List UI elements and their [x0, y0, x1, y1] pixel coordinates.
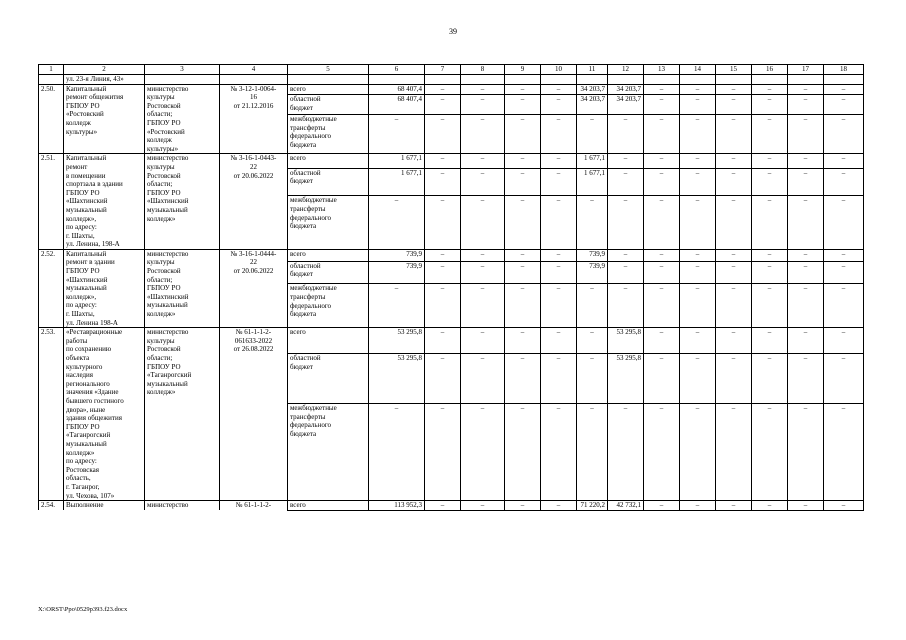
row-number: 2.54.	[39, 501, 64, 511]
value-cell: –	[425, 154, 461, 169]
value-cell: –	[716, 84, 752, 95]
value-cell: –	[752, 261, 788, 284]
table-row	[39, 328, 864, 354]
value-cell: –	[425, 501, 461, 511]
value-cell: –	[577, 404, 608, 501]
document-number: № 3-16-1-0444- 22 от 20.06.2022	[220, 249, 288, 327]
value-cell: –	[716, 404, 752, 501]
value-cell: –	[680, 404, 716, 501]
value-cell: –	[788, 261, 824, 284]
value-cell: –	[644, 168, 680, 196]
document-number: № 61-1-1-2-	[220, 501, 288, 511]
column-number-12: 12	[608, 65, 644, 75]
source-federal: межбюджетные трансферты федерального бюджета	[288, 404, 369, 501]
value-cell: –	[788, 196, 824, 250]
value-cell: –	[541, 115, 577, 154]
value-cell: –	[644, 196, 680, 250]
column-number-4: 4	[220, 65, 288, 75]
value-cell: –	[541, 501, 577, 511]
value-cell: –	[461, 154, 505, 169]
object-name: Капитальный ремонт общежития ГБПОУ РО «Ростовский колледж культуры»	[64, 84, 145, 154]
object-name: «Реставрационные работы по сохранению объекта культурного наследия регионального значения «Здание бывшего гостиного двора», ныне здания общежития ГБПОУ РО «Таганрогский музыкальный колледж» по адресу: Ростовская область, г. Таганрог, ул. Чехова, 107»	[64, 328, 145, 501]
source-total: всего	[288, 84, 369, 95]
value-cell: –	[788, 154, 824, 169]
continued-num-cell	[39, 75, 64, 85]
value-cell: –	[541, 354, 577, 404]
recipient-cell: министерство культуры Ростовской области; ГБПОУ РО «Шахтинский музыкальный колледж»	[145, 249, 220, 327]
value-cell: –	[461, 404, 505, 501]
value-cell: –	[461, 168, 505, 196]
value-cell: –	[716, 115, 752, 154]
value-cell: –	[824, 115, 864, 154]
source-total: всего	[288, 154, 369, 169]
value-cell: 68 407,4	[369, 84, 425, 95]
value-cell: –	[680, 249, 716, 261]
recipient-cell: министерство культуры Ростовской области; ГБПОУ РО «Таганрогский музыкальный колледж»	[145, 328, 220, 501]
row-number: 2.53.	[39, 328, 64, 501]
source-federal: межбюджетные трансферты федерального бюджета	[288, 196, 369, 250]
table-row	[39, 249, 864, 261]
value-cell: 34 203,7	[577, 84, 608, 95]
value-cell: –	[505, 84, 541, 95]
value-cell: –	[788, 249, 824, 261]
value-cell: 739,9	[577, 261, 608, 284]
value-cell: –	[788, 115, 824, 154]
value-cell: –	[824, 84, 864, 95]
value-cell: 1 677,1	[577, 168, 608, 196]
value-cell: –	[577, 328, 608, 354]
value-cell: 739,9	[369, 261, 425, 284]
file-path-footer: X:\ORST\Ppo\0529p393.f23.docx	[38, 606, 128, 613]
value-cell: –	[788, 84, 824, 95]
value-cell: –	[788, 354, 824, 404]
value-cell: –	[425, 168, 461, 196]
value-cell: –	[752, 196, 788, 250]
value-cell: –	[425, 196, 461, 250]
value-cell: –	[752, 115, 788, 154]
value-cell: –	[505, 249, 541, 261]
value-cell: –	[461, 115, 505, 154]
value-cell: –	[505, 115, 541, 154]
column-number-1: 1	[39, 65, 64, 75]
column-number-8: 8	[461, 65, 505, 75]
value-cell: –	[716, 501, 752, 511]
budget-table	[38, 64, 864, 511]
value-cell: –	[716, 168, 752, 196]
value-cell: –	[608, 284, 644, 328]
value-cell: –	[577, 115, 608, 154]
value-cell: –	[541, 168, 577, 196]
value-cell: –	[541, 95, 577, 115]
source-total: всего	[288, 328, 369, 354]
value-cell: –	[752, 404, 788, 501]
value-cell: 42 732,1	[608, 501, 644, 511]
value-cell: 34 203,7	[608, 84, 644, 95]
continued-row	[39, 75, 864, 85]
value-cell: 739,9	[369, 249, 425, 261]
value-cell: –	[716, 154, 752, 169]
value-cell: 34 203,7	[577, 95, 608, 115]
value-cell: –	[644, 404, 680, 501]
value-cell: –	[369, 196, 425, 250]
column-number-3: 3	[145, 65, 220, 75]
value-cell: –	[716, 354, 752, 404]
value-cell: –	[541, 154, 577, 169]
value-cell: –	[425, 261, 461, 284]
value-cell: –	[425, 84, 461, 95]
value-cell: –	[461, 95, 505, 115]
value-cell: 71 220,2	[577, 501, 608, 511]
column-number-5: 5	[288, 65, 369, 75]
column-number-18: 18	[824, 65, 864, 75]
value-cell: –	[680, 168, 716, 196]
value-cell: –	[505, 196, 541, 250]
value-cell: –	[541, 196, 577, 250]
column-number-2: 2	[64, 65, 145, 75]
document-number: № 61-1-1-2- 061633-2022 от 26.08.2022	[220, 328, 288, 501]
column-number-7: 7	[425, 65, 461, 75]
document-number: № 3-12-1-0064- 16 от 21.12.2016	[220, 84, 288, 154]
column-number-10: 10	[541, 65, 577, 75]
value-cell: –	[608, 154, 644, 169]
value-cell: 1 677,1	[577, 154, 608, 169]
value-cell: –	[577, 354, 608, 404]
table-row	[39, 501, 864, 511]
value-cell: 1 677,1	[369, 154, 425, 169]
object-name: Выполнение	[64, 501, 145, 511]
value-cell: –	[716, 328, 752, 354]
value-cell: –	[644, 328, 680, 354]
value-cell: –	[644, 249, 680, 261]
value-cell: –	[461, 354, 505, 404]
value-cell: –	[461, 328, 505, 354]
value-cell: –	[425, 404, 461, 501]
value-cell: –	[541, 249, 577, 261]
value-cell: –	[752, 95, 788, 115]
value-cell: –	[752, 328, 788, 354]
value-cell: –	[644, 261, 680, 284]
value-cell: –	[824, 249, 864, 261]
value-cell: –	[824, 196, 864, 250]
value-cell: –	[505, 168, 541, 196]
value-cell: –	[788, 328, 824, 354]
value-cell: –	[461, 501, 505, 511]
row-number: 2.50.	[39, 84, 64, 154]
value-cell: –	[644, 154, 680, 169]
value-cell: –	[680, 284, 716, 328]
value-cell: 53 295,8	[608, 328, 644, 354]
column-number-9: 9	[505, 65, 541, 75]
value-cell: –	[461, 196, 505, 250]
value-cell: –	[680, 154, 716, 169]
column-number-17: 17	[788, 65, 824, 75]
source-regional: областной бюджет	[288, 261, 369, 284]
value-cell: –	[541, 284, 577, 328]
value-cell: –	[505, 354, 541, 404]
value-cell: 53 295,8	[369, 354, 425, 404]
object-name: Капитальный ремонт в помещении спортзала в здании ГБПОУ РО «Шахтинский музыкальный колледж», по адресу: г. Шахты, ул. Ленина, 198-А	[64, 154, 145, 250]
value-cell: 113 952,3	[369, 501, 425, 511]
value-cell: –	[541, 328, 577, 354]
value-cell: –	[680, 95, 716, 115]
value-cell: –	[680, 196, 716, 250]
value-cell: –	[716, 196, 752, 250]
value-cell: –	[608, 404, 644, 501]
object-name: Капитальный ремонт в здании ГБПОУ РО «Шахтинский музыкальный колледж», по адресу: г. Шахты, ул. Ленина 198-А	[64, 249, 145, 327]
value-cell: –	[369, 404, 425, 501]
value-cell: 1 677,1	[369, 168, 425, 196]
value-cell: –	[788, 501, 824, 511]
value-cell: –	[824, 95, 864, 115]
value-cell: –	[505, 154, 541, 169]
source-total: всего	[288, 249, 369, 261]
value-cell: –	[541, 404, 577, 501]
column-number-11: 11	[577, 65, 608, 75]
source-regional: областной бюджет	[288, 95, 369, 115]
value-cell: –	[461, 84, 505, 95]
column-number-14: 14	[680, 65, 716, 75]
value-cell: –	[824, 168, 864, 196]
value-cell: –	[608, 168, 644, 196]
value-cell: –	[608, 249, 644, 261]
recipient-cell: министерство	[145, 501, 220, 511]
source-regional: областной бюджет	[288, 354, 369, 404]
value-cell: –	[752, 154, 788, 169]
value-cell: –	[461, 261, 505, 284]
value-cell: –	[824, 261, 864, 284]
value-cell: –	[608, 261, 644, 284]
value-cell: –	[608, 196, 644, 250]
value-cell: –	[824, 284, 864, 328]
table-row	[39, 154, 864, 169]
value-cell: 68 407,4	[369, 95, 425, 115]
value-cell: –	[788, 95, 824, 115]
value-cell: –	[716, 249, 752, 261]
recipient-cell: министерство культуры Ростовской области; ГБПОУ РО «Шахтинский музыкальный колледж»	[145, 154, 220, 250]
value-cell: –	[505, 328, 541, 354]
value-cell: –	[680, 84, 716, 95]
value-cell: 53 295,8	[369, 328, 425, 354]
column-number-16: 16	[752, 65, 788, 75]
value-cell: –	[788, 284, 824, 328]
value-cell: 739,9	[577, 249, 608, 261]
value-cell: –	[369, 284, 425, 328]
value-cell: –	[680, 328, 716, 354]
value-cell: –	[425, 95, 461, 115]
value-cell: –	[824, 404, 864, 501]
value-cell: –	[505, 404, 541, 501]
value-cell: –	[788, 168, 824, 196]
value-cell: –	[461, 284, 505, 328]
value-cell: –	[505, 261, 541, 284]
value-cell: –	[716, 261, 752, 284]
value-cell: –	[425, 249, 461, 261]
value-cell: –	[461, 249, 505, 261]
source-total: всего	[288, 501, 369, 511]
value-cell: 34 203,7	[608, 95, 644, 115]
value-cell: –	[644, 84, 680, 95]
row-number: 2.51.	[39, 154, 64, 250]
value-cell: –	[505, 95, 541, 115]
page-number: 39	[449, 27, 457, 36]
column-numbers-row	[39, 65, 864, 75]
value-cell: –	[824, 154, 864, 169]
column-number-15: 15	[716, 65, 752, 75]
source-federal: межбюджетные трансферты федерального бюджета	[288, 284, 369, 328]
value-cell: –	[505, 501, 541, 511]
value-cell: –	[644, 501, 680, 511]
value-cell: –	[680, 261, 716, 284]
value-cell: –	[425, 115, 461, 154]
value-cell: –	[425, 284, 461, 328]
table-row	[39, 84, 864, 95]
document-number: № 3-16-1-0443- 22 от 20.06.2022	[220, 154, 288, 250]
column-number-6: 6	[369, 65, 425, 75]
value-cell: –	[752, 501, 788, 511]
value-cell: –	[644, 284, 680, 328]
source-regional: областной бюджет	[288, 168, 369, 196]
value-cell: –	[425, 354, 461, 404]
value-cell: –	[577, 284, 608, 328]
value-cell: 53 295,8	[608, 354, 644, 404]
value-cell: –	[716, 284, 752, 328]
value-cell: –	[644, 115, 680, 154]
value-cell: –	[752, 84, 788, 95]
value-cell: –	[577, 196, 608, 250]
value-cell: –	[752, 284, 788, 328]
value-cell: –	[425, 328, 461, 354]
value-cell: –	[752, 249, 788, 261]
value-cell: –	[644, 95, 680, 115]
value-cell: –	[608, 115, 644, 154]
value-cell: –	[505, 284, 541, 328]
value-cell: –	[788, 404, 824, 501]
value-cell: –	[644, 354, 680, 404]
column-number-13: 13	[644, 65, 680, 75]
value-cell: –	[541, 84, 577, 95]
value-cell: –	[752, 168, 788, 196]
value-cell: –	[752, 354, 788, 404]
continued-name-cell: ул. 23-я Линия, 43»	[64, 75, 145, 85]
value-cell: –	[680, 115, 716, 154]
value-cell: –	[716, 95, 752, 115]
value-cell: –	[824, 328, 864, 354]
source-federal: межбюджетные трансферты федерального бюджета	[288, 115, 369, 154]
recipient-cell: министерство культуры Ростовской области; ГБПОУ РО «Ростовский колледж культуры»	[145, 84, 220, 154]
value-cell: –	[369, 115, 425, 154]
value-cell: –	[680, 354, 716, 404]
value-cell: –	[824, 354, 864, 404]
row-number: 2.52.	[39, 249, 64, 327]
value-cell: –	[824, 501, 864, 511]
value-cell: –	[680, 501, 716, 511]
value-cell: –	[541, 261, 577, 284]
